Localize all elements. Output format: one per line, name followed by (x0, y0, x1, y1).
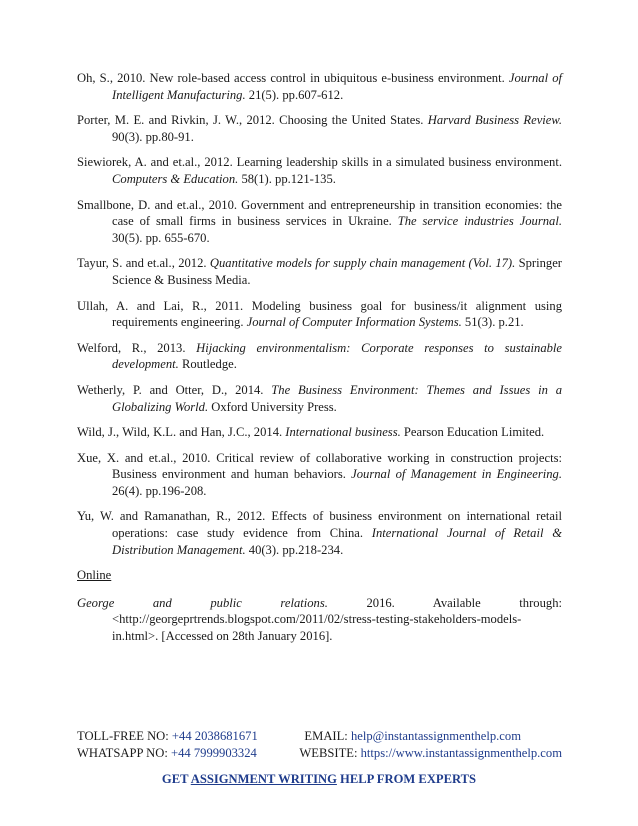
reference-item: Siewiorek, A. and et.al., 2012. Learning leadership skills in a simulated business environment. Computers & Education. 58(1). pp.121-135. (77, 155, 562, 186)
footer-row-2 (77, 745, 562, 762)
contact-footer (77, 728, 562, 762)
website-label: WEBSITE: (299, 746, 361, 760)
cta-banner (0, 772, 638, 787)
tollfree-number-link[interactable]: +44 2038681671 (171, 729, 258, 743)
tollfree-label: TOLL-FREE NO: (77, 729, 172, 743)
whatsapp-number-link[interactable]: +44 7999903324 (171, 746, 257, 760)
tollfree-block (77, 728, 258, 745)
cta-prefix: GET (161, 772, 191, 786)
reference-item: Ullah, A. and Lai, R., 2011. Modeling business goal for business/it alignment using requirements engineering. Journal of Computer Information Systems. 51(3). p.21. (77, 298, 562, 330)
cta-suffix: HELP FROM EXPERTS (336, 772, 477, 786)
online-section-heading: Online (77, 568, 112, 583)
reference-item: Wetherly, P. and Otter, D., 2014. The Business Environment: Themes and Issues in a Globalizing World. Oxford University Press. (77, 382, 562, 414)
cta-assignment-writing-link[interactable]: ASSIGNMENT WRITING (190, 772, 337, 786)
reference-item: Welford, R., 2013. Hijacking environmentalism: Corporate responses to sustainable development. Routledge. (77, 340, 562, 372)
reference-item: Oh, S., 2010. New role-based access control in ubiquitous e-business environment. Journal of Intelligent Manufacturing. 21(5). pp.607-612. (77, 71, 562, 102)
reference-item: Smallbone, D. and et.al., 2010. Government and entrepreneurship in transition economies: the case of small firms in business services in Ukraine. The service industries Journal. 30(5). pp. 655-670. (77, 197, 562, 245)
email-label: EMAIL: (304, 729, 351, 743)
reference-list (77, 70, 562, 654)
reference-item: Yu, W. and Ramanathan, R., 2012. Effects of business environment on international retail operations: case study evidence from China. International Journal of Retail & Distribution Management. 40(3). pp.218-234. (77, 509, 562, 557)
whatsapp-block (77, 745, 257, 762)
whatsapp-label: WHATSAPP NO: (77, 746, 171, 760)
reference-item: Xue, X. and et.al., 2010. Critical review of collaborative working in construction projects: Business environment and human behaviors. Journal of Management in Engineering. 26(4). pp.196-208. (77, 450, 562, 498)
email-link[interactable]: help@instantassignmenthelp.com (350, 729, 521, 743)
footer-row-1 (77, 728, 562, 745)
reference-item: Wild, J., Wild, K.L. and Han, J.C., 2014. International business. Pearson Education Limited. (77, 425, 545, 440)
reference-item: Tayur, S. and et.al., 2012. Quantitative models for supply chain management (Vol. 17). Springer Science & Business Media. (77, 256, 562, 287)
website-link[interactable]: https://www.instantassignmenthelp.com (360, 746, 562, 760)
reference-item: Porter, M. E. and Rivkin, J. W., 2012. Choosing the United States. Harvard Business Review. 90(3). pp.80-91. (77, 113, 563, 144)
website-block (299, 745, 562, 762)
online-reference-item: George and public relations. 2016. Available through:<http://georgeprtrends.blogspot.com/2011/02/stress-testing-stakeholders-models-in.html>. [Accessed on 28th January 2016]. (77, 595, 562, 644)
email-block (304, 728, 521, 745)
